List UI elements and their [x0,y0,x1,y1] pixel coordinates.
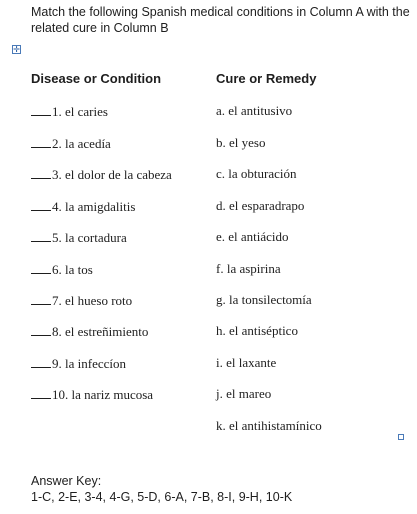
answer-blank[interactable] [31,229,51,242]
column-a-header: Disease or Condition [31,71,162,86]
column-a-item [31,198,135,215]
column-a-item [31,292,132,309]
column-a-item-text: 2. la acedía [52,136,111,151]
table-move-handle-icon[interactable]: ✛ [13,45,20,54]
column-b-item: d. el esparadrapo [216,198,305,213]
column-a-item [31,229,127,246]
answer-blank[interactable] [31,386,51,399]
answer-blank[interactable] [31,323,51,336]
column-a-item-text: 9. la infeccíon [52,356,126,371]
column-b-item: g. la tonsilectomía [216,292,312,307]
column-b-item: k. el antihistamínico [216,418,322,433]
column-a-item-text: 5. la cortadura [52,230,127,245]
column-a-item [31,323,148,340]
answer-blank[interactable] [31,292,51,305]
column-a-item-text: 7. el hueso roto [52,293,133,308]
column-a-item [31,355,126,372]
column-a-item-text: 3. el dolor de la cabeza [52,167,172,182]
answer-blank[interactable] [31,355,51,368]
answer-blank[interactable] [31,166,51,179]
answer-key-text: 1-C, 2-E, 3-4, 4-G, 5-D, 6-A, 7-B, 8-I, 9-H, 10-K [31,490,293,504]
column-b-item: f. la aspirina [216,261,281,276]
column-b-item: e. el antiácido [216,229,289,244]
column-a-item-text: 1. el caries [52,104,108,119]
column-a-item-text: 8. el estreñimiento [52,324,149,339]
column-a-item [31,166,172,183]
column-b-item: j. el mareo [216,386,272,401]
column-b-item: b. el yeso [216,135,266,150]
answer-blank[interactable] [31,135,51,148]
column-b-item: h. el antiséptico [216,323,298,338]
column-b-item: a. el antitusivo [216,103,293,118]
column-a-item-text: 4. la amigdalitis [52,199,136,214]
answer-blank[interactable] [31,198,51,211]
column-a-item [31,103,108,120]
column-a-item [31,386,153,403]
column-a-item [31,261,93,278]
column-a-item-text: 10. la nariz mucosa [52,387,154,402]
column-a-item-text: 6. la tos [52,262,93,277]
column-a-item [31,135,111,152]
answer-blank[interactable] [31,261,51,274]
instructions-text: Match the following Spanish medical conditions in Column A with the related cure in Column B [31,5,410,35]
column-b-item: c. la obturación [216,166,297,181]
answer-blank[interactable] [31,103,51,116]
column-b-header: Cure or Remedy [216,71,317,86]
answer-key-title: Answer Key: [31,474,102,488]
table-resize-handle-icon[interactable] [398,434,404,440]
column-b-item: i. el laxante [216,355,277,370]
